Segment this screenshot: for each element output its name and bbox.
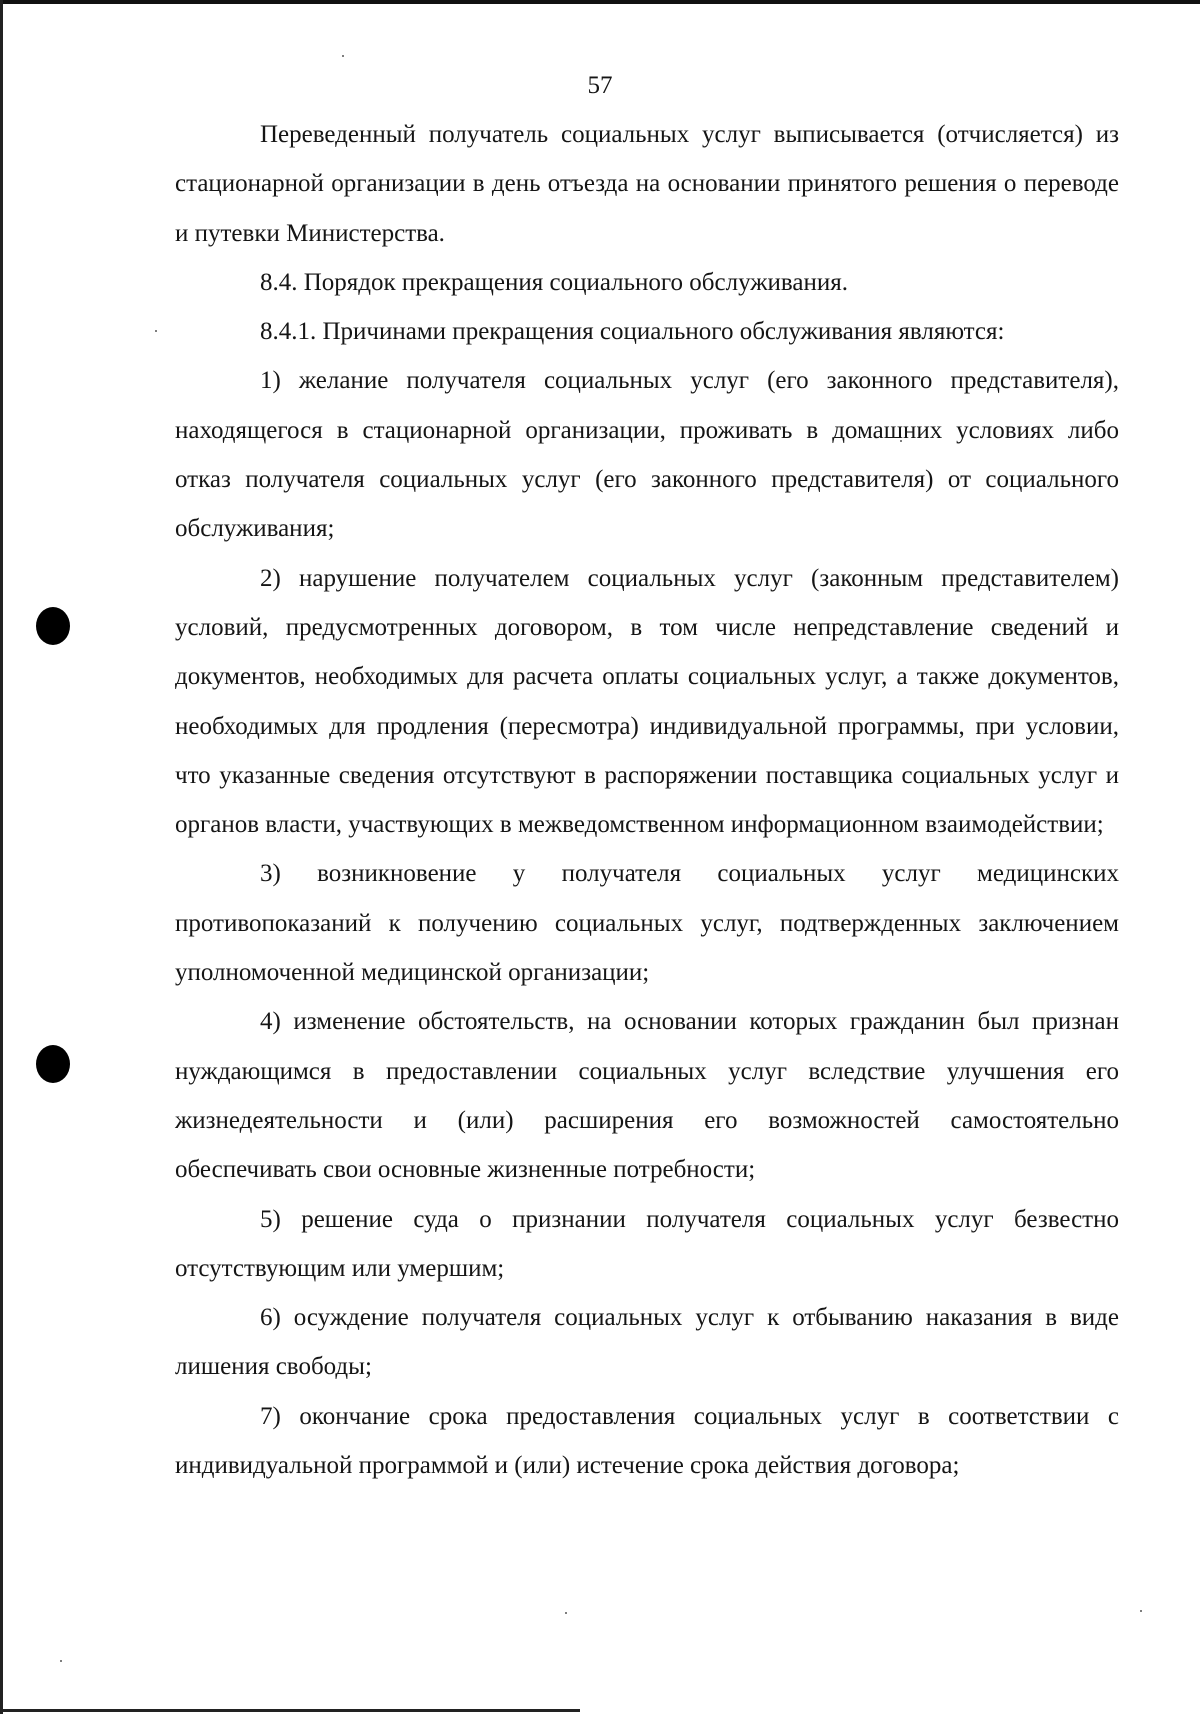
scan-speck bbox=[565, 1612, 567, 1614]
list-item-7: 7) окончание срока предоставления социальных услуг в соответствии с индивидуальной программой и (или) истечение срока действия договора; bbox=[175, 1402, 1119, 1480]
list-item-4: 4) изменение обстоятельств, на основании которых гражданин был признан нуждающимся в предоставлении социальных услуг вследствие улучшения его жизнедеятельности и (или) расширения его возможностей самостоятельно обеспечивать свои основные жизненные потребности; bbox=[175, 1008, 1119, 1184]
paragraph-transfer-discharge: Переведенный получатель социальных услуг выписывается (отчисляется) из стационарной организации в день отъезда на основании принятого решения о переводе и путевки Министерства. bbox=[175, 121, 1119, 247]
list-item-3: 3) возникновение у получателя социальных услуг медицинских противопоказаний к получению социальных услуг, подтвержденных заключением уполномоченной медицинской организации; bbox=[175, 860, 1119, 987]
scan-border-left bbox=[0, 0, 3, 1714]
scan-speck bbox=[1140, 1610, 1142, 1612]
scan-border-top bbox=[0, 0, 1200, 4]
scan-speck bbox=[60, 1660, 62, 1662]
scan-speck bbox=[342, 55, 344, 57]
list-item-1: 1) желание получателя социальных услуг (его законного представителя), находящегося в стационарной организации, проживать в домашних условиях либо отказ получателя социальных услуг (его законного представителя) от социального обслуживания; bbox=[175, 367, 1119, 543]
section-heading-8-4-1: 8.4.1. Причинами прекращения социального обслуживания являются: bbox=[260, 318, 1005, 346]
document-body bbox=[175, 110, 1119, 1490]
list-item-6: 6) осуждение получателя социальных услуг к отбыванию наказания в виде лишения свободы; bbox=[175, 1304, 1119, 1381]
punch-hole bbox=[36, 607, 70, 645]
section-heading-8-4: 8.4. Порядок прекращения социального обслуживания. bbox=[260, 268, 848, 296]
scan-border-bottom bbox=[0, 1709, 580, 1712]
scan-speck bbox=[155, 330, 157, 332]
list-item-5: 5) решение суда о признании получателя социальных услуг безвестно отсутствующим или умершим; bbox=[175, 1205, 1119, 1282]
punch-hole bbox=[36, 1045, 70, 1083]
list-item-2: 2) нарушение получателем социальных услуг (законным представителем) условий, предусмотренных договором, в том числе непредставление сведений и документов, необходимых для расчета оплаты социальных услуг, а также документов, необходимых для продления (пересмотра) индивидуальной программы, при условии, что указанные сведения отсутствуют в распоряжении поставщика социальных услуг и органов власти, участвующих в межведомственном информационном взаимодействии; bbox=[175, 564, 1119, 839]
page-number: 57 bbox=[587, 72, 613, 99]
